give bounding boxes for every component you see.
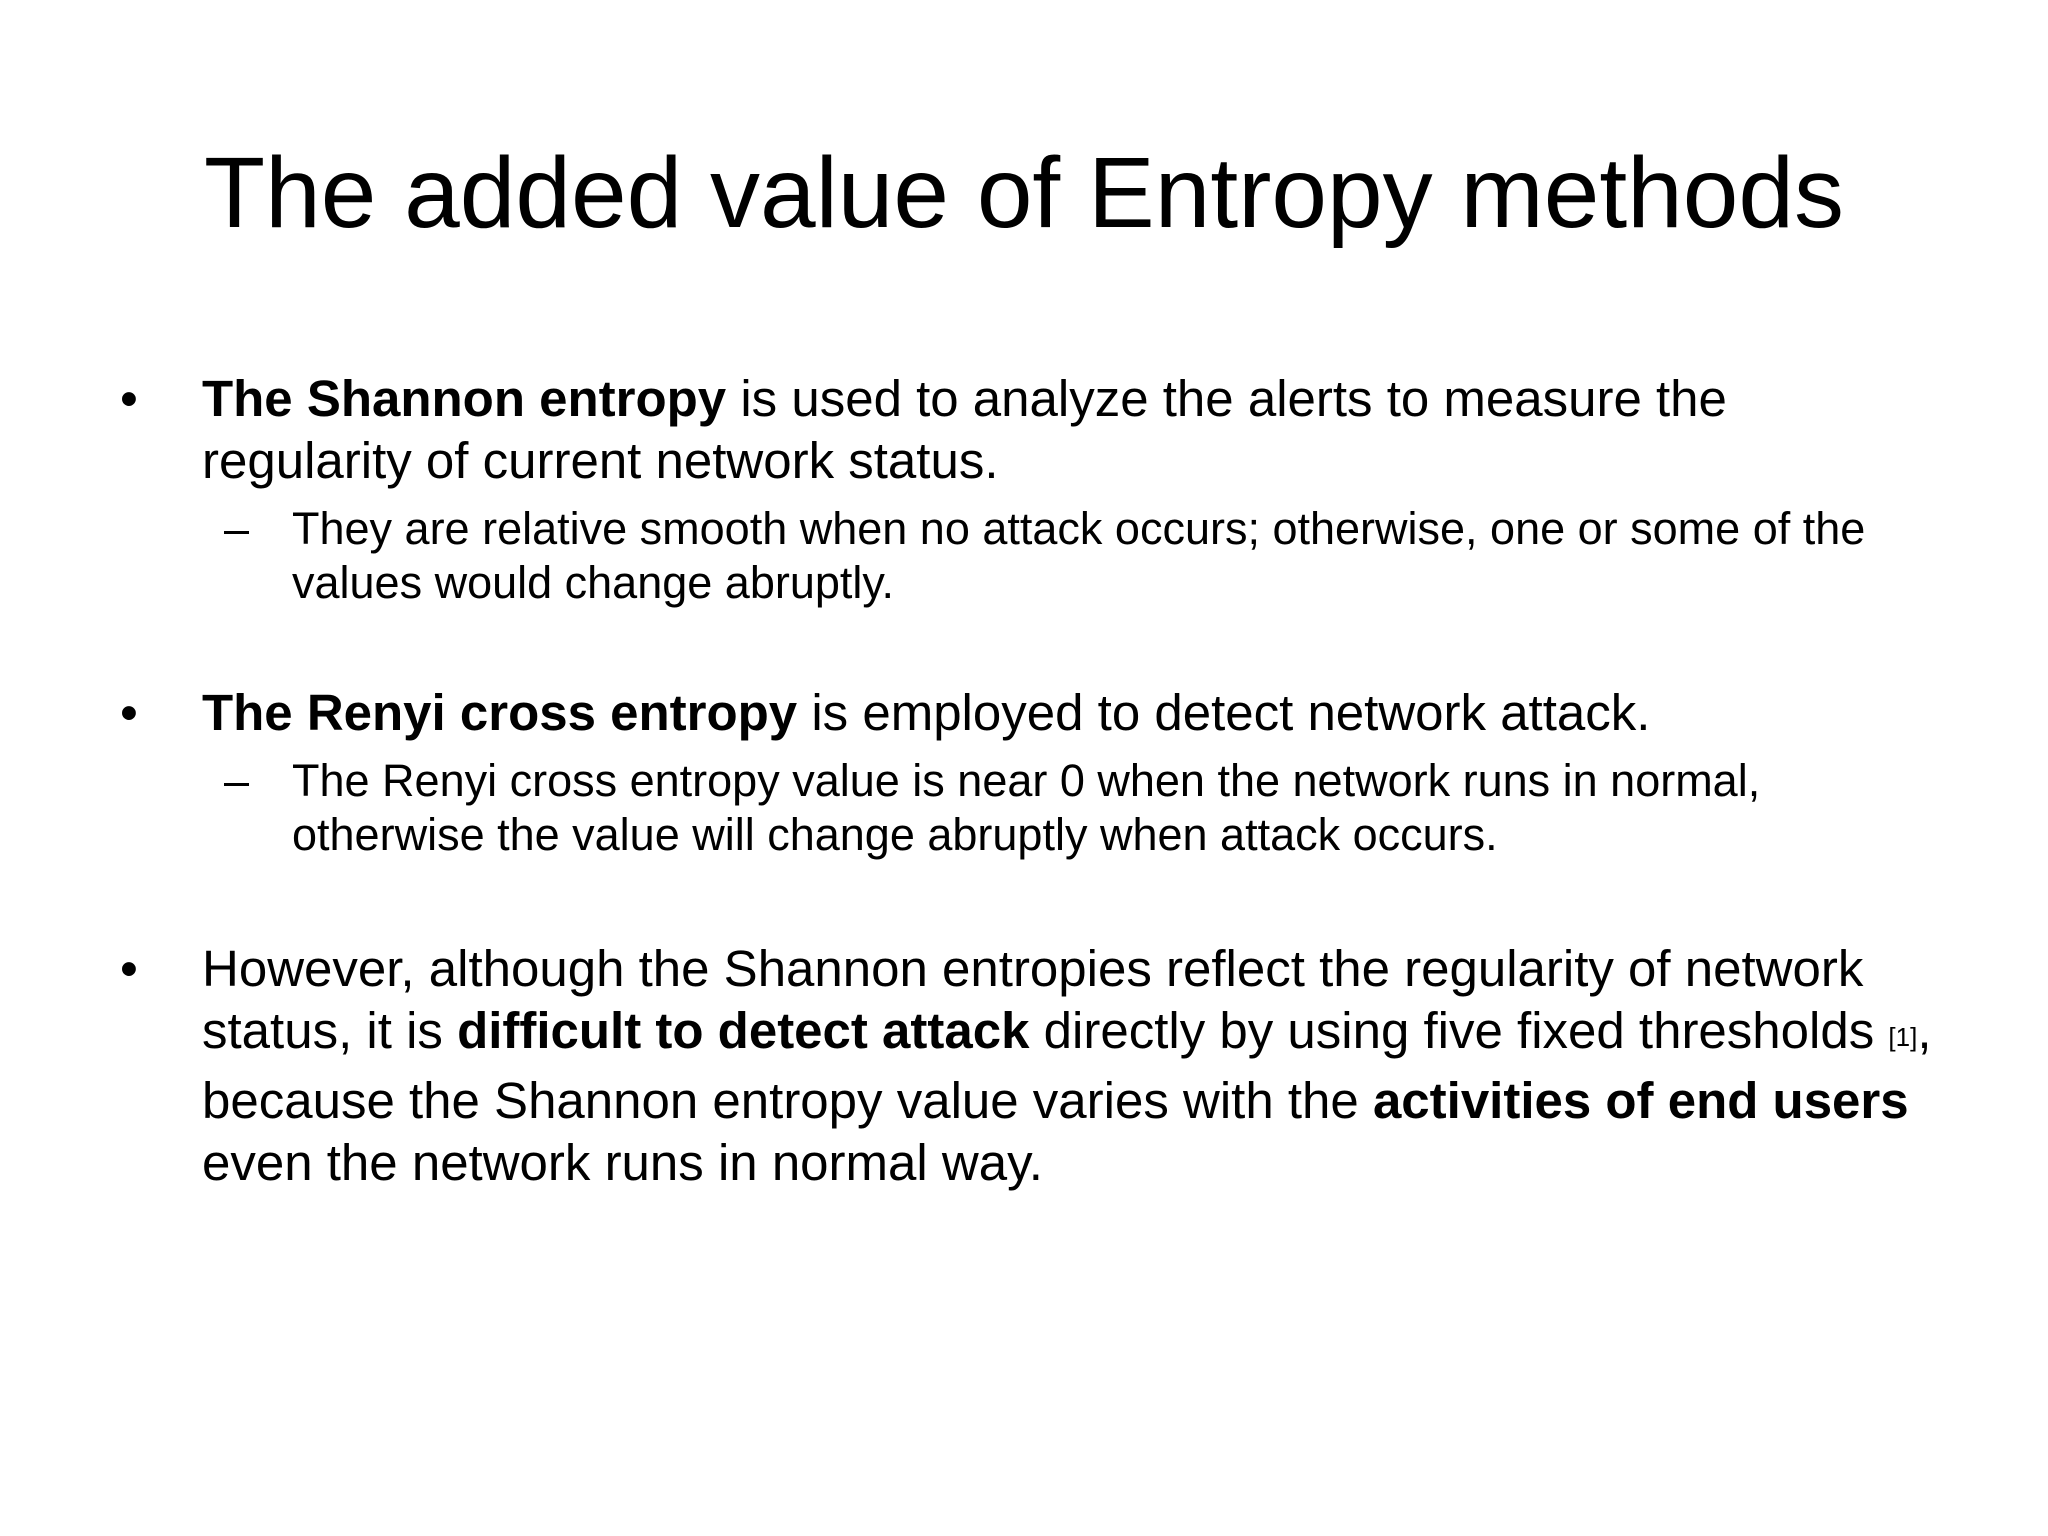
bullet-mark: •: [120, 684, 138, 741]
sub-bullet-renyi: [120, 754, 1950, 862]
bullet-text: is used to analyze the alerts to measure the regularity of current network status.: [202, 370, 1727, 489]
bullet-mark: •: [120, 940, 138, 997]
bullet-bold-phrase: activities of end users: [1372, 1072, 1909, 1129]
bullet-bold-phrase: difficult to detect attack: [457, 1002, 1030, 1059]
bullet-text-part: However, although the Shannon entropies reflect the regularity of network status, it is: [202, 940, 1864, 1059]
bullet-text-part: even the network runs in normal way.: [202, 1134, 1043, 1191]
bullet-text: is employed to detect network attack.: [797, 684, 1651, 741]
bullet-text-part: directly by using five fixed thresholds: [1029, 1002, 1889, 1059]
sub-bullet-text: They are relative smooth when no attack occurs; otherwise, one or some of the values would change abruptly.: [292, 503, 1866, 608]
sub-bullet-mark: –: [224, 755, 250, 806]
bullet-shannon: [120, 368, 1950, 492]
slide-title: The added value of Entropy methods: [204, 137, 1844, 249]
sub-bullet-mark: –: [224, 503, 250, 554]
sub-bullet-shannon: [120, 502, 1950, 610]
reference-marker: [1]: [1888, 1022, 1918, 1052]
bullet-text-part: , because the Shannon entropy value varies with the: [202, 1002, 1932, 1129]
bullet-renyi: [120, 682, 1950, 744]
sub-bullet-text: The Renyi cross entropy value is near 0 when the network runs in normal, otherwise the value will change abruptly when attack occurs.: [292, 755, 1761, 860]
bullet-bold-term: The Shannon entropy: [202, 370, 727, 427]
slide-content: [120, 368, 1950, 1194]
bullet-mark: •: [120, 370, 138, 427]
bullet-bold-term: The Renyi cross entropy: [202, 684, 798, 741]
bullet-however: [120, 938, 1950, 1194]
